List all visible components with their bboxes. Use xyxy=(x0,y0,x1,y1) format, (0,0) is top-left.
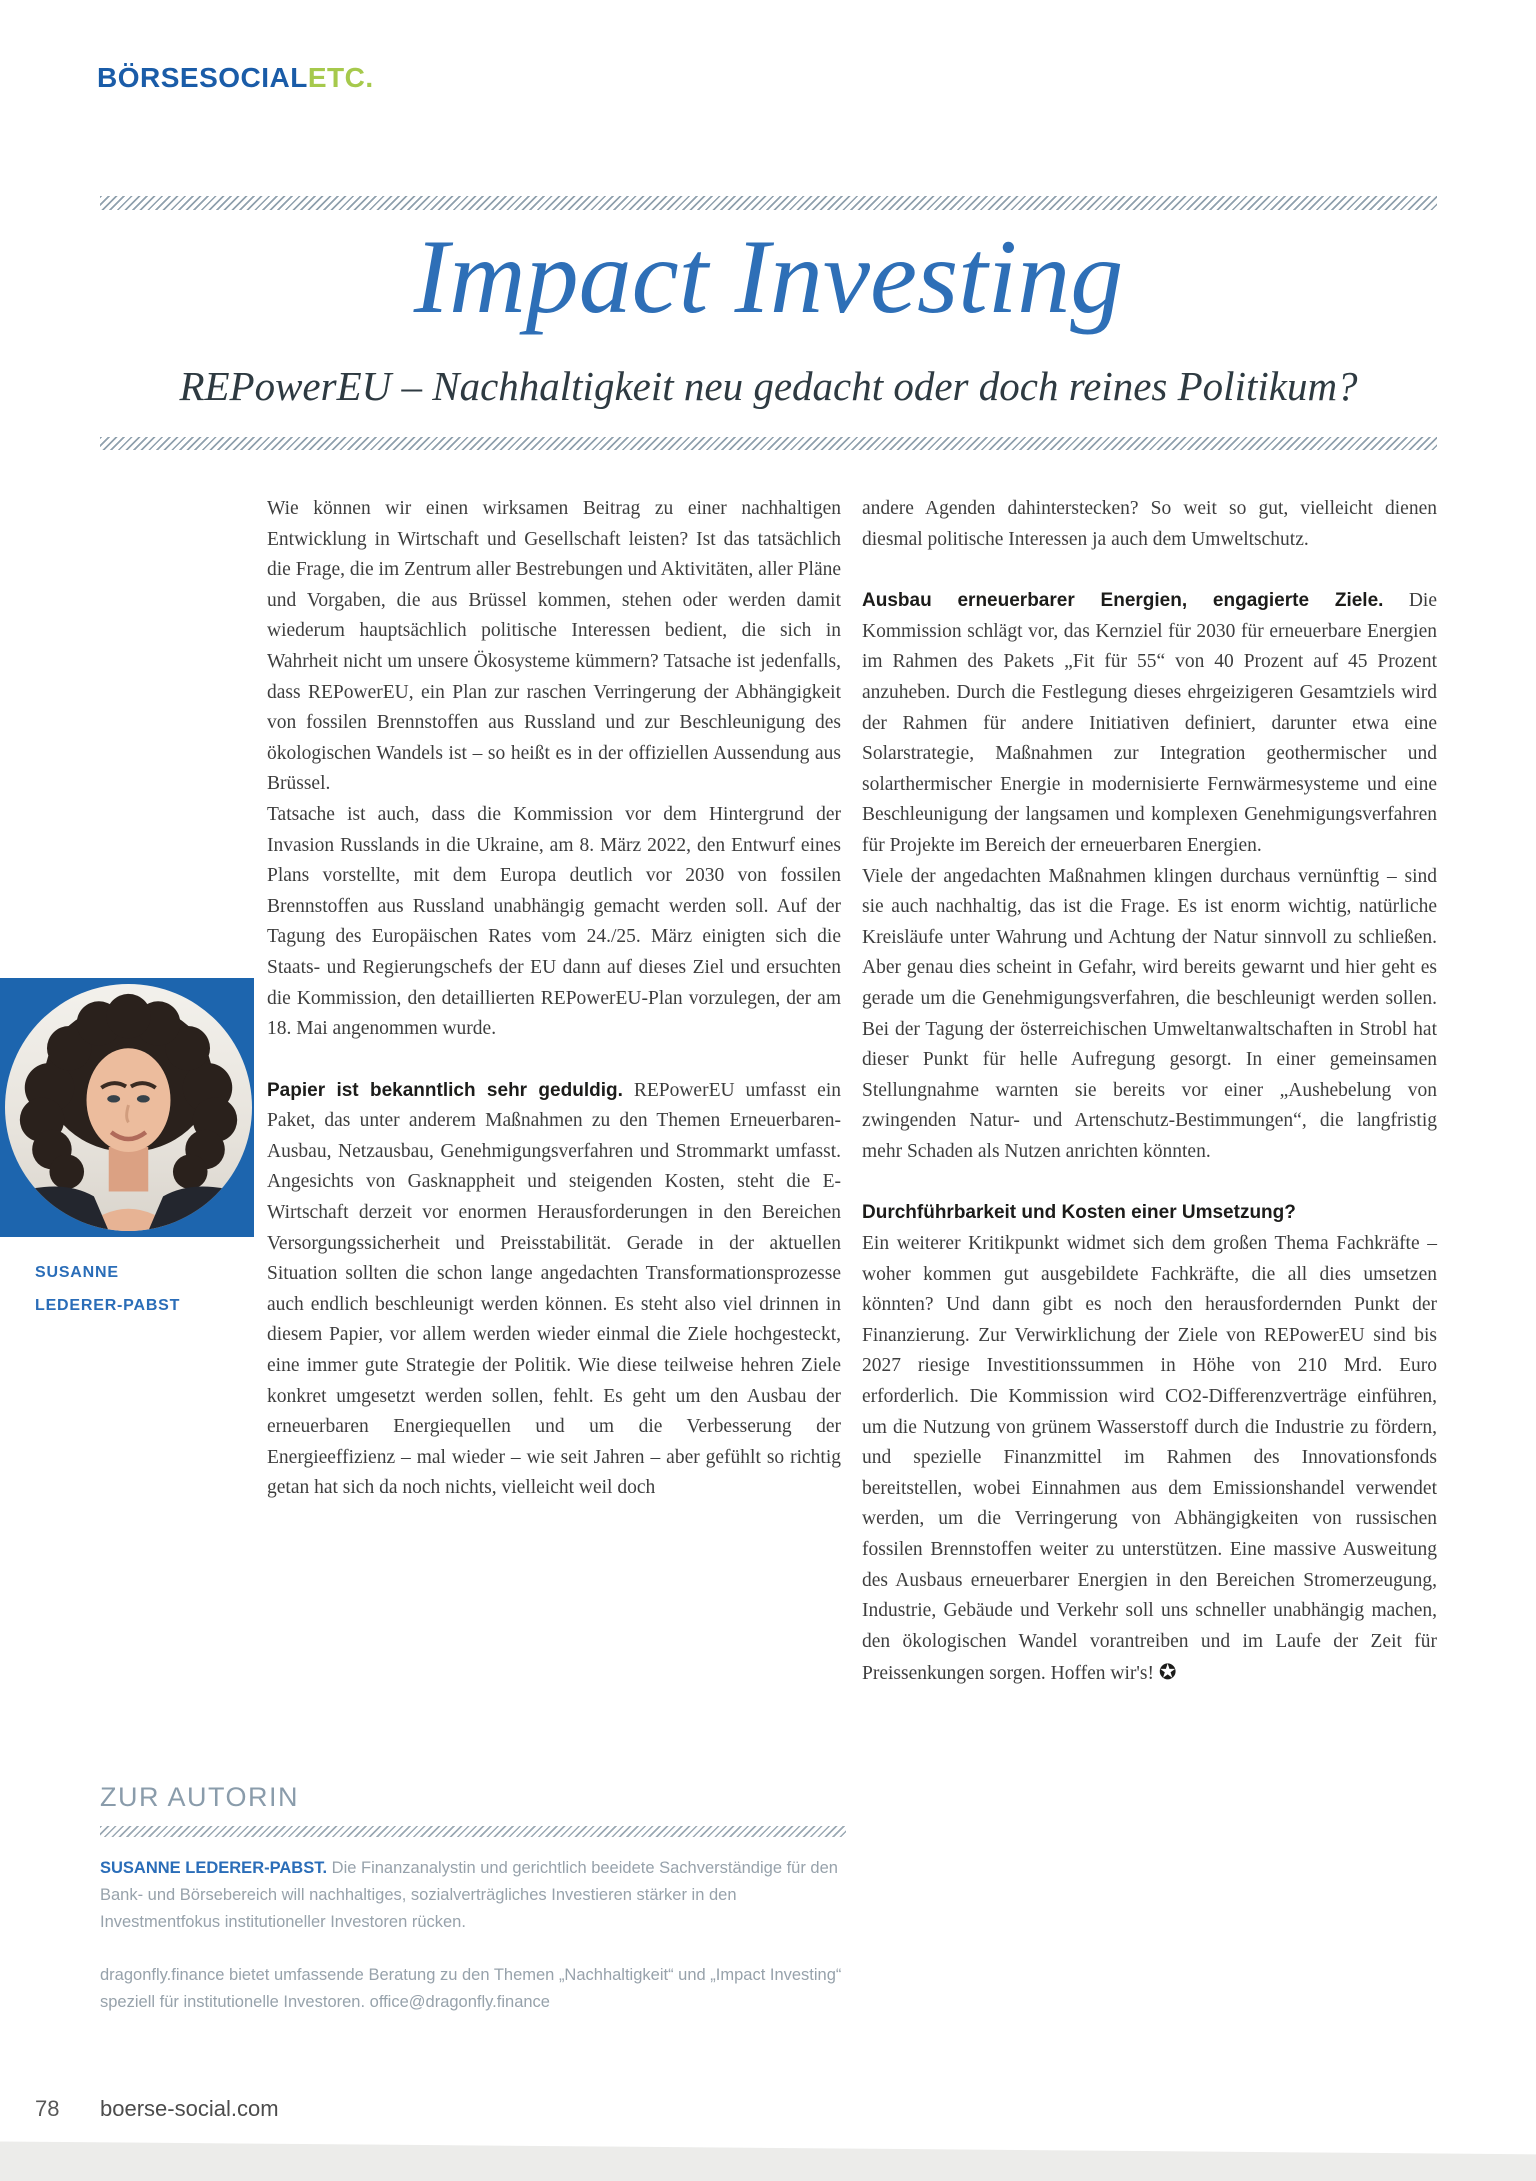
logo-etc: ETC. xyxy=(307,62,374,93)
paragraph xyxy=(862,586,1437,861)
hatch-rule-subtitle xyxy=(100,437,1437,450)
hatch-rule-author-box xyxy=(100,1826,846,1837)
paragraph-text: Die Kommission schlägt vor, das Kernziel für 2030 für erneuerbare Energien im Rahmen des Pakets „Fit für 55“ von 40 Prozent auf 45 Prozent anzuheben. Durch die Festlegung dieses ehrgeizigeren Gesamtziels wird der Rahmen für andere Initiativen definiert, darunter etwa eine Solarstrategie, Maßnahmen zur Integration geothermischer und solarthermischer Energie in modernisierte Fernwärmesysteme und eine Beschleunigung der langsamen und komplexen Genehmigungsverfahren für Projekte im Bereich der erneuerbaren Energien. xyxy=(862,590,1437,856)
article-title: Impact Investing xyxy=(413,218,1124,335)
hatch-rule-top xyxy=(100,196,1437,210)
magazine-logo xyxy=(97,62,374,94)
about-author-heading: ZUR AUTORIN xyxy=(100,1782,300,1812)
paragraph-lead-in: Papier ist bekanntlich sehr geduldig. xyxy=(267,1079,623,1101)
author-first-name: SUSANNE xyxy=(35,1264,119,1281)
paragraph: Viele der angedachten Maßnahmen klingen durchaus vernünftig – sind sie auch nachhaltig, das ist die Frage. Es ist enorm wichtig, natürliche Kreisläufe unter Wahrung und Achtung der Natur sinnvoll zu schließen. Aber genau dies scheint in Gefahr, wird bereits gewarnt und hier geht es gerade um die Genehmigungsverfahren, die beschleunigt werden sollen. Bei der Tagung der österreichischen Umweltanwaltschaften in Strobl hat dieser Punkt für helle Aufregung gesorgt. In einer gemeinsamen Stellungnahme warnten sie bereits vor einer „Aushebelung von zwingenden Natur- und Artenschutz-Bestimmungen“, die langfristig mehr Schaden als Nutzen anrichten könnten. xyxy=(862,865,1437,1162)
page-footer xyxy=(35,2096,279,2122)
about-author-box xyxy=(100,1784,846,2016)
page-bottom-shadow xyxy=(0,2135,1536,2181)
paragraph-text: Ein weiterer Kritikpunkt widmet sich dem großen Thema Fachkräfte – woher kommen gut ausgebildete Fachkräfte, die all dies umsetzen könnten? Und dann gibt es noch den herausfordernden Punkt der Finanzierung. Zur Verwirklichung der Ziele von REPowerEU sind bis 2027 riesige Investitionssummen in Höhe von 210 Mrd. Euro erforderlich. Die Kommission wird CO2-Differenzverträge einführen, um die Nutzung von grünem Wasserstoff durch die Industrie zu fördern, und spezielle Finanzmittel im Rahmen des Innovationsfonds bereitstellen, wobei Einnahmen aus dem Emissionshandel verwendet werden, um die Verringerung von Abhängigkeiten von russischen fossilen Brennstoffen weiter zu unterstützen. Eine massive Ausweitung des Ausbaus erneuerbarer Energien in den Bereichen Stromerzeugung, Industrie, Gebäude und Verkehr soll uns schneller unabhängig machen, den ökologischen Wandel vorantreiben und im Laufe der Zeit für Preissenkungen sorgen. Hoffen wir's! xyxy=(862,1233,1437,1685)
author-portrait-illustration xyxy=(5,984,252,1231)
article-column-right xyxy=(862,494,1437,1690)
author-bio-company: dragonfly.finance bietet umfassende Beratung zu den Themen „Nachhaltigkeit“ und „Impact Investing“ speziell für institutionelle Investoren. office@dragonfly.finance xyxy=(100,1966,842,2011)
paragraph: andere Agenden dahinterstecken? So weit so gut, vielleicht dienen diesmal politische Interessen ja auch dem Umweltschutz. xyxy=(862,498,1437,550)
article-column-left xyxy=(267,494,841,1504)
author-name-caption xyxy=(35,1256,180,1322)
paragraph: Tatsache ist auch, dass die Kommission vor dem Hintergrund der Invasion Russlands in die Ukraine, am 8. März 2022, den Entwurf eines Plans vorstellte, mit dem Europa deutlich vor 2030 von fossilen Brennstoffen aus Russland unabhängig gemacht werden soll. Auf der Tagung des Europäischen Rates vom 24./25. März einigten sich die Staats- und Regierungschefs der EU dann auf dieses Ziel und ersuchten die Kommission, den detaillierten REPowerEU-Plan vorzulegen, der am 18. Mai angenommen wurde. xyxy=(267,803,841,1040)
author-bio-text: Die Finanzanalystin und gerichtlich beeidete Sachverständige für den Bank- und Börsebereich will nachhaltiges, sozialverträgliches Investieren stärker in den Investmentfokus institutioneller Investoren rücken. xyxy=(100,1859,838,1931)
paragraph-lead-in: Ausbau erneuerbarer Energien, engagierte Ziele. xyxy=(862,590,1384,612)
article-subtitle: REPowerEU – Nachhaltigkeit neu gedacht oder doch reines Politikum? xyxy=(179,363,1358,409)
footer-website: boerse-social.com xyxy=(100,2096,279,2121)
paragraph-text: REPowerEU umfasst ein Paket, das unter anderem Maßnahmen zu den Themen Erneuerbaren-Ausbau, Netzausbau, Genehmigungsverfahren und Strommarkt umfasst. Angesichts von Gasknappheit und steigenden Kosten, steht die E-Wirtschaft derzeit vor enormen Herausforderungen in den Bereichen Versorgungssicherheit und Preisstabilität. Gerade in der aktuellen Situation sollten die schon lange angedachten Transformationsprozesse auch endlich beschleunigt werden können. Es steht also viel drinnen in diesem Papier, vor allem werden wieder einmal die Ziele hochgesteckt, eine immer gute Strategie der Politik. Wie diese teilweise hehren Ziele konkret umgesetzt werden sollen, fehlt. Es geht um den Ausbau der erneuerbaren Energiequellen und um die Verbesserung der Energieeffizienz – mal wieder – wie seit Jahren – aber gefühlt so richtig getan hat sich da noch nichts, vielleicht weil doch xyxy=(267,1079,841,1499)
paragraph xyxy=(267,1076,841,1504)
author-last-name: LEDERER-PABST xyxy=(35,1297,181,1314)
author-photo-block xyxy=(0,978,254,1237)
author-bio-name: SUSANNE LEDERER-PABST. xyxy=(100,1859,328,1877)
end-of-article-icon: ✪ xyxy=(1158,1660,1177,1685)
section-heading-text: Durchführbarkeit und Kosten einer Umsetzung? xyxy=(862,1202,1296,1224)
logo-boersesocial: BÖRSESOCIAL xyxy=(97,62,308,93)
author-bio xyxy=(100,1855,846,1936)
author-photo xyxy=(5,984,252,1231)
paragraph xyxy=(862,1229,1437,1690)
page-number: 78 xyxy=(35,2096,60,2121)
paragraph: Wie können wir einen wirksamen Beitrag zu einer nachhaltigen Entwicklung in Wirtschaft und Gesellschaft leisten? Ist das tatsächlich die Frage, die im Zentrum aller Bestrebungen und Aktivitäten, aller Pläne und Vorgaben, die aus Brüssel kommen, stehen oder werden damit wiederum hauptsächlich politische Interessen bedient, die sich in Wahrheit nicht um unsere Ökosysteme kümmern? Tatsache ist jedenfalls, dass REPowerEU, ein Plan zur raschen Verringerung der Abhängigkeit von fossilen Brennstoffen aus Russland und zur Beschleunigung des ökologischen Wandels ist – so heißt es in der offiziellen Aussendung aus Brüssel. xyxy=(267,498,842,795)
section-heading xyxy=(862,1198,1437,1229)
